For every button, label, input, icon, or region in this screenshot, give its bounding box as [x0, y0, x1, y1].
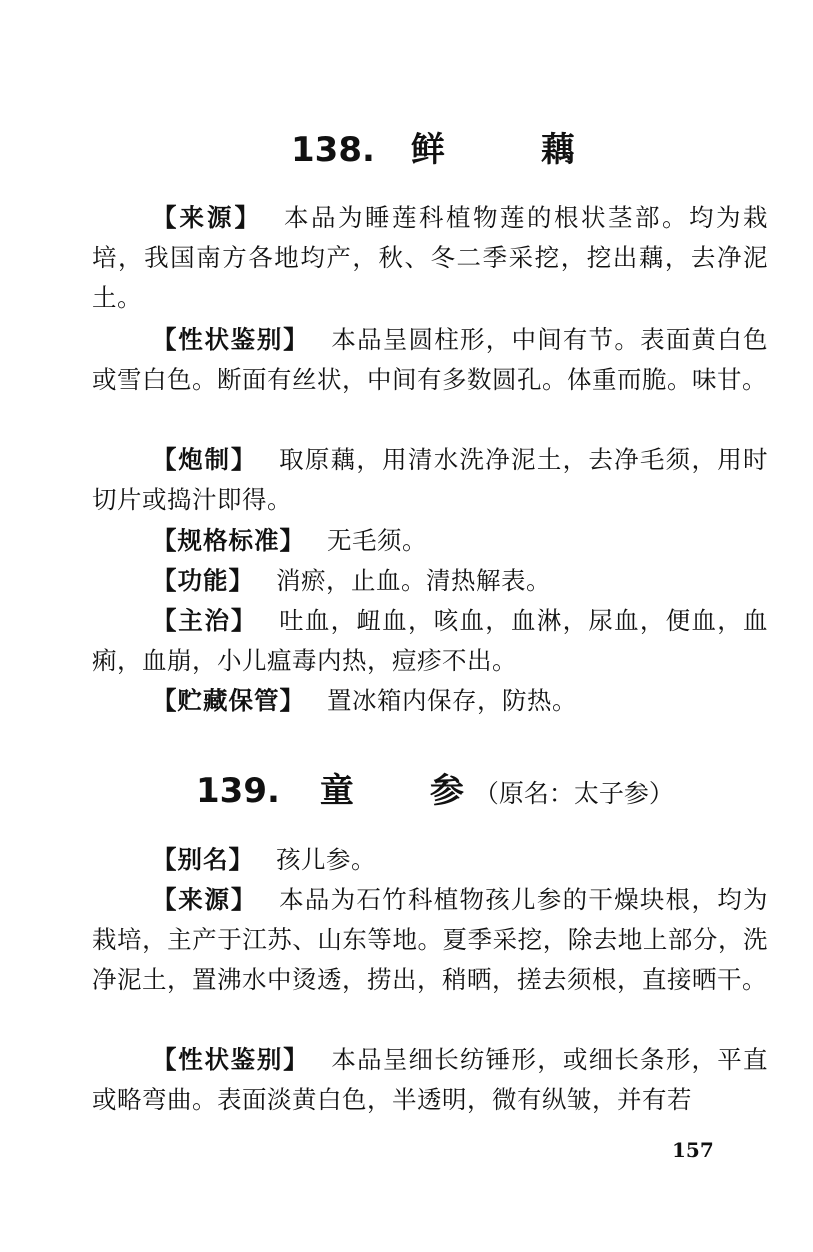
entry-title-char: 童 [319, 771, 354, 811]
section-label: 【来源】 [152, 203, 262, 232]
entry-number: 139. [196, 771, 280, 811]
section-text: 本品呈圆柱形，中间有节。表面黄白色或雪白色。断面有丝状，中间有多数圆孔。体重而脆。味甘。 [92, 325, 769, 394]
entry-138-indication [92, 601, 768, 681]
section-label: 【功能】 [152, 566, 254, 595]
section-label: 【主治】 [152, 606, 258, 635]
entry-139-heading [196, 771, 674, 814]
entry-138-source [92, 198, 768, 318]
section-text: 吐血，衄血，咳血，血淋，尿血，便血，血痢，血崩，小儿瘟毒内热，痘疹不出。 [92, 606, 769, 675]
section-label: 【炮制】 [152, 445, 258, 474]
section-label: 【贮藏保管】 [152, 686, 305, 715]
entry-138-standard [92, 521, 768, 561]
section-text: 无毛须。 [327, 526, 427, 555]
entry-title-char: 鲜 [410, 130, 445, 170]
section-text: 本品为石竹科植物孩儿参的干燥块根，均为栽培，主产于江苏、山东等地。夏季采挖，除去地上部分，洗净泥土，置沸水中烫透，捞出，稍晒，搓去须根，直接晒干。 [92, 885, 769, 994]
entry-subtitle: （原名：太子参） [473, 779, 674, 808]
section-text: 消瘀，止血。清热解表。 [276, 566, 551, 595]
entry-138-storage [92, 681, 768, 721]
section-text: 本品呈细长纺锤形，或细长条形，平直或略弯曲。表面淡黄白色，半透明，微有纵皱，并有若 [92, 1045, 769, 1114]
entry-138-identification [92, 320, 768, 400]
section-text: 置冰箱内保存，防热。 [327, 686, 577, 715]
section-label: 【来源】 [152, 885, 258, 914]
section-text: 取原藕，用清水洗净泥土，去净毛须，用时切片或捣汁即得。 [92, 445, 769, 514]
entry-title-char: 藕 [540, 130, 575, 170]
entry-139-source [92, 880, 768, 1000]
entry-139-alias [92, 840, 768, 880]
section-label: 【别名】 [152, 845, 254, 874]
entry-number: 138. [291, 130, 375, 170]
entry-title-char: 参 [429, 771, 464, 811]
section-label: 【性状鉴别】 [152, 325, 310, 354]
entry-138-heading [291, 130, 575, 170]
section-label: 【性状鉴别】 [152, 1045, 310, 1074]
page-number: 157 [672, 1138, 714, 1162]
section-text: 本品为睡莲科植物莲的根状茎部。均为栽培，我国南方各地均产，秋、冬二季采挖，挖出藕，去净泥土。 [92, 203, 768, 312]
entry-138-processing [92, 440, 768, 520]
section-label: 【规格标准】 [152, 526, 305, 555]
entry-139-identification [92, 1040, 768, 1120]
entry-138-function [92, 561, 768, 601]
section-text: 孩儿参。 [276, 845, 376, 874]
